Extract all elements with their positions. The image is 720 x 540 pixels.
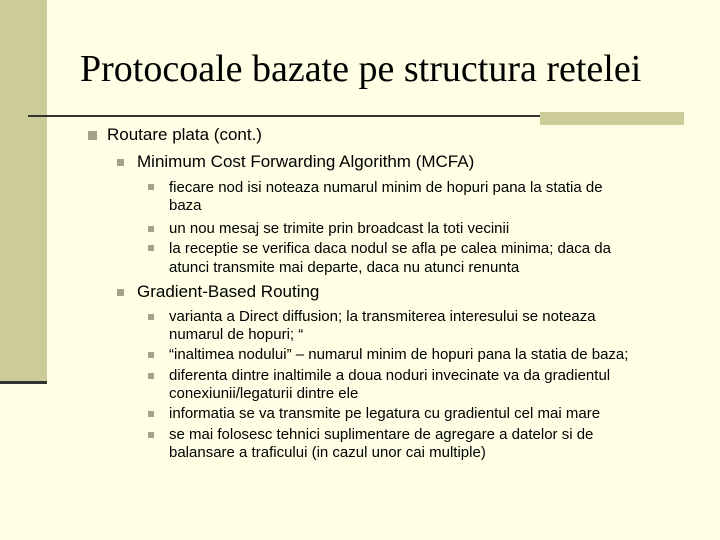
item-line: numarul de hopuri; “ bbox=[169, 326, 304, 343]
item-line: balansare a traficului (in cazul unor cai multiple) bbox=[169, 444, 486, 461]
square-bullet-icon bbox=[148, 226, 154, 232]
item-line: informatia se va transmite pe legatura cu gradientul cel mai mare bbox=[169, 405, 601, 422]
item-line: atunci transmite mai departe, daca nu atunci renunta bbox=[169, 259, 520, 276]
bullet-text: Routare plata (cont.) bbox=[107, 125, 262, 144]
slide-title: Protocoale bazate pe structura retelei bbox=[80, 48, 642, 90]
square-bullet-icon bbox=[148, 432, 154, 438]
square-bullet-icon bbox=[148, 411, 154, 417]
square-bullet-icon bbox=[117, 159, 124, 166]
square-bullet-icon bbox=[148, 184, 154, 190]
bullet-text: Minimum Cost Forwarding Algorithm (MCFA) bbox=[137, 152, 475, 171]
item-line: “inaltimea nodului” – numarul minim de hopuri pana la statia de baza; bbox=[169, 346, 629, 363]
item-line: conexiunii/legaturii dintre ele bbox=[169, 385, 359, 402]
square-bullet-icon bbox=[117, 289, 124, 296]
square-bullet-icon bbox=[148, 245, 154, 251]
square-bullet-icon bbox=[148, 314, 154, 320]
item-line: varianta a Direct diffusion; la transmiterea interesului se noteaza bbox=[169, 308, 596, 325]
item-line: la receptie se verifica daca nodul se afla pe calea minima; daca da bbox=[169, 240, 611, 257]
square-bullet-icon bbox=[148, 352, 154, 358]
item-line: se mai folosesc tehnici suplimentare de agregare a datelor si de bbox=[169, 426, 594, 443]
bullet-text: Gradient-Based Routing bbox=[137, 282, 320, 301]
square-bullet-icon bbox=[148, 373, 154, 379]
square-bullet-icon bbox=[88, 131, 97, 140]
item-line: un nou mesaj se trimite prin broadcast la toti vecinii bbox=[169, 220, 510, 237]
item-line: diferenta dintre inaltimile a doua noduri invecinate va da gradientul bbox=[169, 367, 611, 384]
item-line: fiecare nod isi noteaza numarul minim de hopuri pana la statia de bbox=[169, 179, 603, 196]
item-line: baza bbox=[169, 197, 202, 214]
